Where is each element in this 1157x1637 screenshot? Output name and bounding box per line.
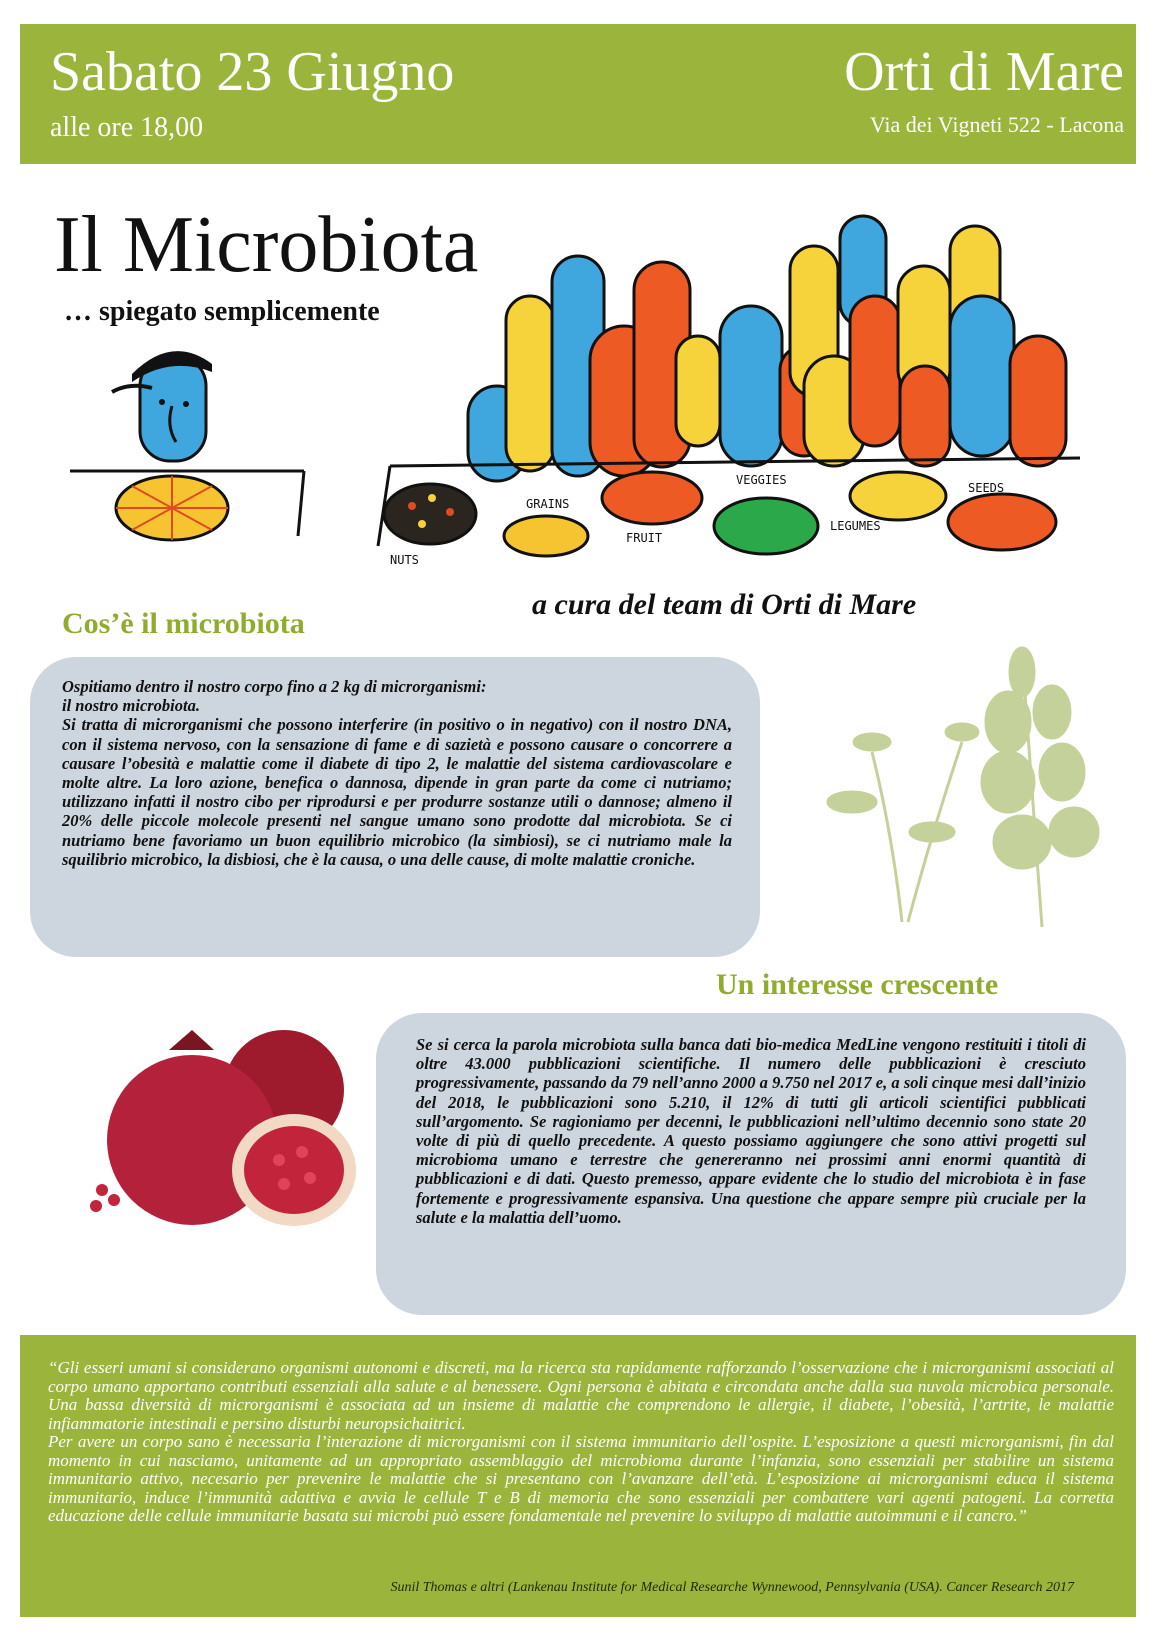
quote-citation: Sunil Thomas e altri (Lankenau Institute for Medical Researche Wynnewood, Pennsylvania (USA). Cancer Research 2017 — [390, 1579, 1074, 1595]
plant-illustration — [812, 632, 1132, 932]
section2-title: Un interesse crescente — [716, 968, 999, 1001]
label-nuts: NUTS — [390, 553, 419, 567]
section2-text: Se si cerca la parola microbiota sulla banca dati bio-medica MedLine vengono restituiti i titoli di oltre 43.000 pubblicazioni scientifiche. Il numero delle pubblicazioni è cresciuto progressivamente, passando da 79 nell’anno 2000 a 9.750 nel 2017 e, a soli cinque mesi dall’inizio del 2018, le pubblicazioni sono 5.210, il 12% di tutti gli articoli scientifici pubblicati sull’argomento. Se ragioniamo per decenni, le pubblicazioni nell’ultimo decennio sono state 20 volte di più di quello precedente. A questo possiamo aggiungere che sono attivi progetti sul microbioma umano e terrestre che genereranno nei prossimi anni enormi quantità di pubblicazioni e di dati. Questo premesso, appare evidente che lo studio del microbiota è in fase fortemente e progressivamente espansiva. Una questione che appare sempre più cruciale per la salute e la malattia dell’uomo. — [416, 1035, 1086, 1227]
label-grains: GRAINS — [526, 497, 570, 511]
poster-title: Il Microbiota — [54, 201, 479, 289]
microbes-crowd — [468, 216, 1066, 481]
section1-line-3: Si tratta di microrganismi che possono interferire (in positivo o in negativo) con il nostro DNA, con il sistema nervoso, con la sensazione di fame e di sazietà e possono causare o concorrere a causare l’obesità e malattie come il diabete di tipo 2, le malattie del sistema cardiovascolare e molte altre. La loro azione, benefica o dannosa, dipende in gran parte da come ci nutriamo; utilizzano infatti il nostro cibo per riprodursi e per produrre sostanze utili o dannose; almeno il 20% delle piccole molecole presenti nel sangue umano sono prodotte dal microbiota. Se ci nutriamo bene favoriamo un buon equilibrio microbico (la simbiosi), se ci nutriamo male la squilibrio microbico, la disbiosi, che è la causa, o una delle cause, di molte malattie croniche. — [62, 715, 732, 869]
section1-title: Cos’è il microbiota — [62, 607, 305, 640]
section2-box — [376, 1013, 1126, 1315]
quote-panel — [20, 1335, 1136, 1617]
pomegranate-image — [74, 1020, 374, 1235]
person-figure — [112, 351, 212, 461]
section1-line-1: Ospitiamo dentro il nostro corpo fino a 2 kg di microrganismi: — [62, 677, 487, 696]
label-seeds: SEEDS — [968, 481, 1005, 495]
event-venue: Orti di Mare — [844, 41, 1124, 103]
section1-box — [30, 657, 760, 957]
quote-paragraph-2: Per avere un corpo sano è necessaria l’interazione di microrganismi con il sistema immunitario dell’ospite. L’esposizione a questi microrganismi, fin dal momento in cui nasciamo, unitamente ad un appropriato assemblaggio del microbioma durante l’infanzia, sono essenziali per stabilire un sistema immunitario attivo, necesario per prevenire le malattie che si presentano con l’avanzare dell’età. L’esposizione ai microrganismi educa il sistema immunitario, induce l’immunità adattiva e avvia le cellule T e B di memoria che sono essenziali per combattere vari agenti patogeni. La corretta educazione delle cellule immunitarie basata sui microbi può essere fondamentale nel prevenire lo sviluppo di malattie autoimmuni e il cancro.” — [48, 1432, 1114, 1525]
event-address: Via dei Vigneti 522 - Lacona — [869, 112, 1124, 137]
label-legumes: LEGUMES — [830, 519, 881, 533]
poster-subtitle: … spiegato semplicemente — [64, 296, 380, 327]
event-date: Sabato 23 Giugno — [50, 41, 455, 103]
section1-line-2: il nostro microbiota. — [62, 696, 200, 716]
curator-line: a cura del team di Orti di Mare — [532, 588, 917, 621]
label-veggies: VEGGIES — [736, 473, 787, 487]
event-time: alle ore 18,00 — [50, 112, 204, 143]
pizza — [116, 476, 228, 540]
food-bowls — [384, 472, 1056, 567]
quote-paragraph-1: “Gli esseri umani si considerano organismi autonomi e discreti, ma la ricerca sta rapidamente rafforzando l’osservazione che i microrganismi associati al corpo umano apportano contributi essenziali alla salute e al benessere. Ogni persona è abitata e circondata anche dalla sua nuvola microbica personale. Una bassa diversità di microrganismi è associata ad un insieme di malattie che comprendono le allergie, il diabete, l’obesità, l’artrite, le malattie infiammatorie intestinali e persino disturbi neuropsichaitrici. — [48, 1358, 1114, 1433]
label-fruit: FRUIT — [626, 531, 663, 545]
event-header — [20, 24, 1136, 164]
